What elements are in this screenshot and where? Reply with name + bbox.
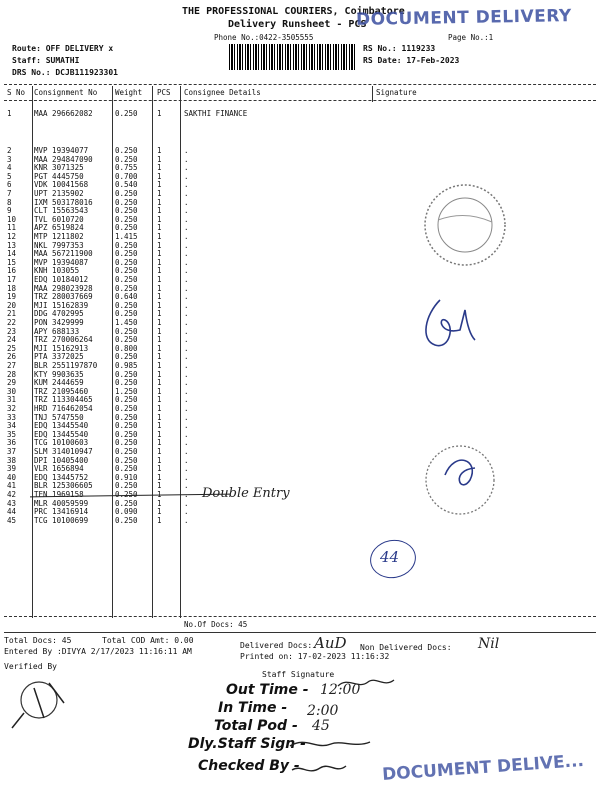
- cell-pcs: 1: [157, 352, 162, 362]
- cell-sno: 22: [7, 318, 17, 327]
- table-bottom-rule: [4, 616, 596, 617]
- cell-sno: 30: [7, 386, 17, 396]
- cell-weight: 0.250: [115, 464, 138, 474]
- cell-consignee: .: [184, 490, 189, 499]
- cell-weight: 0.910: [115, 472, 138, 482]
- cell-sno: 25: [7, 343, 17, 353]
- cell-weight: 0.250: [115, 309, 138, 319]
- table-header-rule: [4, 100, 596, 101]
- cell-consignment: EDQ 13445540: [34, 421, 89, 431]
- cell-consignment: MLR 40059599: [34, 498, 89, 508]
- cell-sno: 7: [7, 189, 12, 198]
- cell-weight: 0.700: [115, 171, 138, 181]
- cell-consignment: HRD 716462054: [34, 404, 93, 413]
- cell-pcs: 1: [157, 464, 162, 474]
- cell-pcs: 1: [157, 309, 162, 319]
- cell-pcs: 1: [157, 257, 162, 267]
- cell-pcs: 1: [157, 361, 162, 370]
- cell-consignment: PRC 13416914: [34, 507, 89, 517]
- cell-consignment: DDG 4702995: [34, 309, 84, 319]
- rs-number: RS No.: 1119233: [363, 44, 436, 53]
- cell-consignment: TCG 10100699: [34, 515, 89, 525]
- cell-weight: 0.250: [115, 369, 138, 379]
- cell-consignee: .: [184, 232, 189, 241]
- total-docs: Total Docs: 45: [4, 636, 72, 645]
- cell-weight: 0.250: [115, 257, 138, 267]
- total-cod: Total COD Amt: 0.00: [102, 636, 194, 645]
- cell-pcs: 1: [157, 369, 162, 379]
- cell-weight: 0.250: [115, 240, 138, 250]
- cell-weight: 0.250: [115, 223, 138, 233]
- verified-signature-mark: [4, 668, 74, 738]
- col-divider: [112, 86, 113, 618]
- cell-consignee: .: [184, 455, 189, 465]
- cell-consignee: .: [184, 326, 189, 336]
- cell-sno: 27: [7, 361, 17, 370]
- cell-consignee: .: [184, 309, 189, 319]
- cell-pcs: 1: [157, 189, 162, 198]
- cell-pcs: 1: [157, 326, 162, 336]
- cell-weight: 0.540: [115, 180, 138, 190]
- cell-consignee: .: [184, 249, 189, 259]
- cell-sno: 2: [7, 146, 12, 155]
- cell-sno: 11: [7, 223, 17, 233]
- cell-pcs: 1: [157, 154, 162, 164]
- cell-sno: 37: [7, 447, 17, 456]
- cell-weight: 1.450: [115, 318, 138, 327]
- cell-pcs: 1: [157, 275, 162, 284]
- cell-sno: 33: [7, 412, 17, 422]
- cell-consignee: .: [184, 343, 189, 353]
- cell-weight: 0.755: [115, 163, 138, 173]
- cell-sno: 5: [7, 171, 12, 181]
- round-seal-stamp-2: [420, 440, 500, 520]
- cell-consignee: .: [184, 395, 189, 405]
- cell-consignment: TVL 6010720: [34, 214, 84, 224]
- cell-weight: 0.250: [115, 481, 138, 491]
- cell-sno: 38: [7, 455, 17, 465]
- cell-sno: 16: [7, 266, 17, 276]
- cell-sno: 39: [7, 464, 17, 474]
- cell-weight: 0.985: [115, 361, 138, 370]
- round-seal-stamp: [420, 180, 510, 270]
- cell-consignment: EDQ 10184012: [34, 275, 89, 284]
- col-weight: Weight: [115, 88, 143, 97]
- cell-consignment: KUM 2444659: [34, 378, 84, 388]
- cell-consignee: .: [184, 335, 189, 345]
- cell-pcs: 1: [157, 412, 162, 422]
- cell-pcs: 1: [157, 421, 162, 431]
- staff-label: Staff: SUMATHI: [12, 56, 80, 65]
- document-delivery-stamp: DOCUMENT DELIVERY: [355, 6, 572, 30]
- cell-consignment: VDK 10041568: [34, 180, 89, 190]
- cell-weight: 0.250: [115, 498, 138, 508]
- cell-pcs: 1: [157, 240, 162, 250]
- no-of-docs: No.Of Docs: 45: [184, 620, 248, 629]
- cell-consignee: .: [184, 361, 189, 370]
- cell-consignee: .: [184, 300, 189, 310]
- cell-consignment: VLR 1656894: [34, 464, 84, 474]
- cell-consignment: APZ 6519824: [34, 223, 84, 233]
- cell-pcs: 1: [157, 266, 162, 276]
- cell-weight: 0.250: [115, 447, 138, 456]
- cell-consignee: .: [184, 447, 189, 456]
- signature-mark: [410, 295, 480, 355]
- cell-sno: 21: [7, 309, 17, 319]
- cell-consignment: DPI 10405400: [34, 455, 89, 465]
- cell-sno: 20: [7, 300, 17, 310]
- cell-pcs: 1: [157, 180, 162, 190]
- cell-sno: 3: [7, 154, 12, 164]
- cell-pcs: 1: [157, 206, 162, 216]
- cell-pcs: 1: [157, 232, 162, 241]
- cell-sno: 43: [7, 498, 17, 508]
- cell-consignee: .: [184, 197, 189, 207]
- rs-date: RS Date: 17-Feb-2023: [363, 56, 460, 65]
- cell-pcs: 1: [157, 214, 162, 224]
- cell-consignee: .: [184, 404, 189, 413]
- verified-by: Verified By: [4, 662, 57, 671]
- cell-consignment: IXM 503178016: [34, 197, 93, 207]
- printed-on: Printed on: 17-02-2023 11:16:32: [240, 652, 390, 661]
- cell-consignee: .: [184, 429, 189, 439]
- col-divider: [152, 86, 153, 618]
- cell-consignment: PGT 4445750: [34, 171, 84, 181]
- col-pcs: PCS: [157, 88, 171, 97]
- cell-pcs: 1: [157, 386, 162, 396]
- cell-weight: 0.800: [115, 343, 138, 353]
- cell-pcs: 1: [157, 109, 162, 118]
- dly-staff-sign-label: Dly.Staff Sign -: [188, 736, 306, 752]
- in-time-value: 2:00: [307, 703, 339, 719]
- cell-weight: 0.250: [115, 429, 138, 439]
- col-signature: Signature: [376, 88, 417, 97]
- cell-consignment: KTY 9903635: [34, 369, 84, 379]
- cell-sno: 44: [7, 507, 17, 517]
- cell-weight: 1.415: [115, 232, 138, 241]
- cell-pcs: 1: [157, 146, 162, 155]
- staff-signature-label: Staff Signature: [262, 670, 335, 679]
- cell-consignee: .: [184, 180, 189, 190]
- cell-weight: 0.250: [115, 515, 138, 525]
- cell-consignment: PON 3429999: [34, 318, 84, 327]
- cell-pcs: 1: [157, 292, 162, 302]
- cell-weight: 0.250: [115, 197, 138, 207]
- cell-consignee: .: [184, 283, 189, 293]
- cell-weight: 0.250: [115, 283, 138, 293]
- cell-consignee: .: [184, 257, 189, 267]
- cell-consignee: .: [184, 171, 189, 181]
- cell-sno: 42: [7, 490, 17, 499]
- cell-sno: 28: [7, 369, 17, 379]
- cell-consignment: BLR 125306605: [34, 481, 93, 491]
- cell-pcs: 1: [157, 283, 162, 293]
- cell-pcs: 1: [157, 335, 162, 345]
- cell-sno: 34: [7, 421, 17, 431]
- cell-sno: 1: [7, 109, 12, 118]
- cell-consignment: SLM 314010947: [34, 447, 93, 456]
- cell-consignee: .: [184, 275, 189, 284]
- top-signature-scribble: [336, 674, 396, 694]
- cell-sno: 31: [7, 395, 17, 405]
- cell-consignee: .: [184, 386, 189, 396]
- cell-consignee: SAKTHI FINANCE: [184, 109, 248, 118]
- cell-consignment: MJI 15162913: [34, 343, 89, 353]
- cell-sno: 26: [7, 352, 17, 362]
- cell-consignment: MTP 1211802: [34, 232, 84, 241]
- cell-pcs: 1: [157, 404, 162, 413]
- cell-sno: 10: [7, 214, 17, 224]
- staff-signature-scribble: [286, 736, 376, 782]
- cell-consignee: .: [184, 163, 189, 173]
- cell-weight: 0.250: [115, 146, 138, 155]
- circled-count: 44: [380, 548, 400, 566]
- non-delivered-label: Non Delivered Docs:: [360, 643, 452, 652]
- cell-consignee: .: [184, 146, 189, 155]
- cell-sno: 15: [7, 257, 17, 267]
- cell-consignee: .: [184, 154, 189, 164]
- cell-sno: 17: [7, 275, 17, 284]
- cell-weight: 0.250: [115, 154, 138, 164]
- cell-consignment: TNJ 5747550: [34, 412, 84, 422]
- cell-consignment: TCG 10100603: [34, 438, 89, 448]
- cell-consignee: .: [184, 369, 189, 379]
- cell-sno: 29: [7, 378, 17, 388]
- out-time-label: Out Time -: [226, 682, 309, 698]
- cell-consignee: .: [184, 189, 189, 198]
- cell-consignee: .: [184, 507, 189, 517]
- cell-consignment: EDQ 13445540: [34, 429, 89, 439]
- cell-consignee: .: [184, 472, 189, 482]
- cell-sno: 36: [7, 438, 17, 448]
- cell-sno: 8: [7, 197, 12, 207]
- cell-weight: 0.250: [115, 438, 138, 448]
- cell-consignment: MVP 19394077: [34, 146, 89, 155]
- cell-weight: 0.250: [115, 455, 138, 465]
- cell-weight: 0.250: [115, 335, 138, 345]
- cell-weight: 1.250: [115, 386, 138, 396]
- non-delivered-handwritten: Nil: [478, 636, 500, 652]
- cell-pcs: 1: [157, 223, 162, 233]
- cell-weight: 0.250: [115, 189, 138, 198]
- cell-weight: 0.250: [115, 300, 138, 310]
- cell-pcs: 1: [157, 472, 162, 482]
- cell-pcs: 1: [157, 447, 162, 456]
- cell-consignee: .: [184, 421, 189, 431]
- cell-sno: 40: [7, 472, 17, 482]
- cell-consignment: MAA 298023928: [34, 283, 93, 293]
- cell-sno: 12: [7, 232, 17, 241]
- cell-weight: 0.250: [115, 378, 138, 388]
- cell-sno: 23: [7, 326, 17, 336]
- cell-pcs: 1: [157, 429, 162, 439]
- cell-consignee: .: [184, 223, 189, 233]
- cell-consignee: .: [184, 412, 189, 422]
- checked-by-label: Checked By -: [198, 758, 300, 774]
- cell-consignment: TRZ 113304465: [34, 395, 93, 405]
- run-info-right: [363, 43, 459, 67]
- cell-consignment: MJI 15162839: [34, 300, 89, 310]
- cell-pcs: 1: [157, 438, 162, 448]
- cell-consignee: .: [184, 318, 189, 327]
- phone-number: Phone No.:0422-3505555: [214, 33, 314, 42]
- in-time-label: In Time -: [218, 700, 288, 716]
- cell-sno: 4: [7, 163, 12, 173]
- entered-by: Entered By :DIVYA 2/17/2023 11:16:11 AM: [4, 647, 192, 656]
- cell-sno: 6: [7, 180, 12, 190]
- cell-sno: 35: [7, 429, 17, 439]
- cell-sno: 18: [7, 283, 17, 293]
- cell-consignee: .: [184, 378, 189, 388]
- cell-consignment: TRZ 280037669: [34, 292, 93, 302]
- cell-weight: 0.250: [115, 395, 138, 405]
- cell-consignment: UPT 2135902: [34, 189, 84, 198]
- cell-pcs: 1: [157, 378, 162, 388]
- cell-pcs: 1: [157, 197, 162, 207]
- cell-consignment: PTA 3372025: [34, 352, 84, 362]
- cell-consignment: CLT 15563543: [34, 206, 89, 216]
- cell-consignee: .: [184, 438, 189, 448]
- cell-weight: 0.250: [115, 421, 138, 431]
- cell-pcs: 1: [157, 163, 162, 173]
- cell-weight: 0.250: [115, 404, 138, 413]
- cell-pcs: 1: [157, 249, 162, 259]
- cell-consignee: .: [184, 214, 189, 224]
- cell-consignment: MAA 296662082: [34, 109, 93, 118]
- footer-rule: [4, 632, 596, 633]
- drs-number: DRS No.: DCJB111923301: [12, 68, 118, 77]
- cell-pcs: 1: [157, 498, 162, 508]
- cell-weight: 0.090: [115, 507, 138, 517]
- cell-consignee: .: [184, 240, 189, 250]
- out-time-value: 12:00: [320, 682, 361, 698]
- cell-pcs: 1: [157, 515, 162, 525]
- delivered-docs-handwritten: AuD: [314, 634, 347, 652]
- cell-weight: 0.250: [115, 490, 138, 499]
- cell-pcs: 1: [157, 300, 162, 310]
- cell-consignment: EDQ 13445752: [34, 472, 89, 482]
- cell-sno: 32: [7, 404, 17, 413]
- cell-consignee: .: [184, 266, 189, 276]
- cell-weight: 0.250: [115, 266, 138, 276]
- cell-consignee: .: [184, 481, 189, 491]
- cell-consignment: KNH 103055: [34, 266, 80, 276]
- total-pod-value: 45: [312, 718, 330, 734]
- cell-weight: 0.250: [115, 206, 138, 216]
- col-divider: [32, 86, 33, 618]
- cell-sno: 45: [7, 515, 17, 525]
- cell-weight: 0.250: [115, 412, 138, 422]
- cell-sno: 24: [7, 335, 17, 345]
- cell-consignee: .: [184, 206, 189, 216]
- run-info-left: [12, 43, 118, 79]
- document-delivery-stamp-bottom: DOCUMENT DELIVE...: [381, 750, 585, 786]
- page-number: Page No.:1: [448, 33, 494, 42]
- cell-consignment: MAA 294847090: [34, 154, 93, 164]
- runsheet-title: Delivery Runsheet - PCS: [228, 19, 367, 30]
- cell-weight: 0.250: [115, 109, 138, 118]
- cell-consignment: APY 688133: [34, 326, 80, 336]
- cell-consignment: NKL 7997353: [34, 240, 84, 250]
- cell-consignment: MVP 19394087: [34, 257, 89, 267]
- col-divider: [372, 86, 373, 102]
- cell-consignee: .: [184, 352, 189, 362]
- cell-weight: 0.250: [115, 326, 138, 336]
- cell-sno: 41: [7, 481, 17, 491]
- cell-consignee: .: [184, 292, 189, 302]
- cell-pcs: 1: [157, 343, 162, 353]
- cell-sno: 9: [7, 206, 12, 216]
- cell-pcs: 1: [157, 318, 162, 327]
- cell-consignment: TRZ 21095460: [34, 386, 89, 396]
- cell-sno: 13: [7, 240, 17, 250]
- cell-weight: 0.250: [115, 214, 138, 224]
- cell-consignment: TRZ 270006264: [34, 335, 93, 345]
- cell-consignee: .: [184, 498, 189, 508]
- cell-pcs: 1: [157, 507, 162, 517]
- total-pod-label: Total Pod -: [214, 718, 298, 734]
- cell-weight: 0.250: [115, 275, 138, 284]
- delivered-docs-label: Delivered Docs:: [240, 641, 313, 650]
- cell-consignee: .: [184, 464, 189, 474]
- double-entry-note: Double Entry: [202, 486, 290, 501]
- cell-consignment: BLR 2551197870: [34, 361, 98, 370]
- cell-consignment: KNR 3071325: [34, 163, 84, 173]
- cell-sno: 19: [7, 292, 17, 302]
- cell-weight: 0.640: [115, 292, 138, 302]
- route-label: Route: OFF DELIVERY x: [12, 44, 114, 53]
- table-top-rule: [4, 84, 596, 85]
- cell-pcs: 1: [157, 171, 162, 181]
- cell-weight: 0.250: [115, 352, 138, 362]
- col-consignment: Consignment No: [34, 88, 98, 97]
- barcode: [229, 44, 357, 70]
- col-divider: [180, 86, 181, 618]
- cell-consignment: MAA 567211900: [34, 249, 93, 259]
- cell-pcs: 1: [157, 481, 162, 491]
- cell-pcs: 1: [157, 395, 162, 405]
- cell-weight: 0.250: [115, 249, 138, 259]
- cell-consignment: TEN 1969158: [34, 490, 84, 499]
- col-sno: S No: [7, 88, 26, 97]
- col-consignee: Consignee Details: [184, 88, 261, 97]
- cell-pcs: 1: [157, 490, 162, 499]
- cell-sno: 14: [7, 249, 17, 259]
- company-name: THE PROFESSIONAL COURIERS, Coimbatore: [182, 6, 405, 17]
- cell-consignee: .: [184, 515, 189, 525]
- cell-pcs: 1: [157, 455, 162, 465]
